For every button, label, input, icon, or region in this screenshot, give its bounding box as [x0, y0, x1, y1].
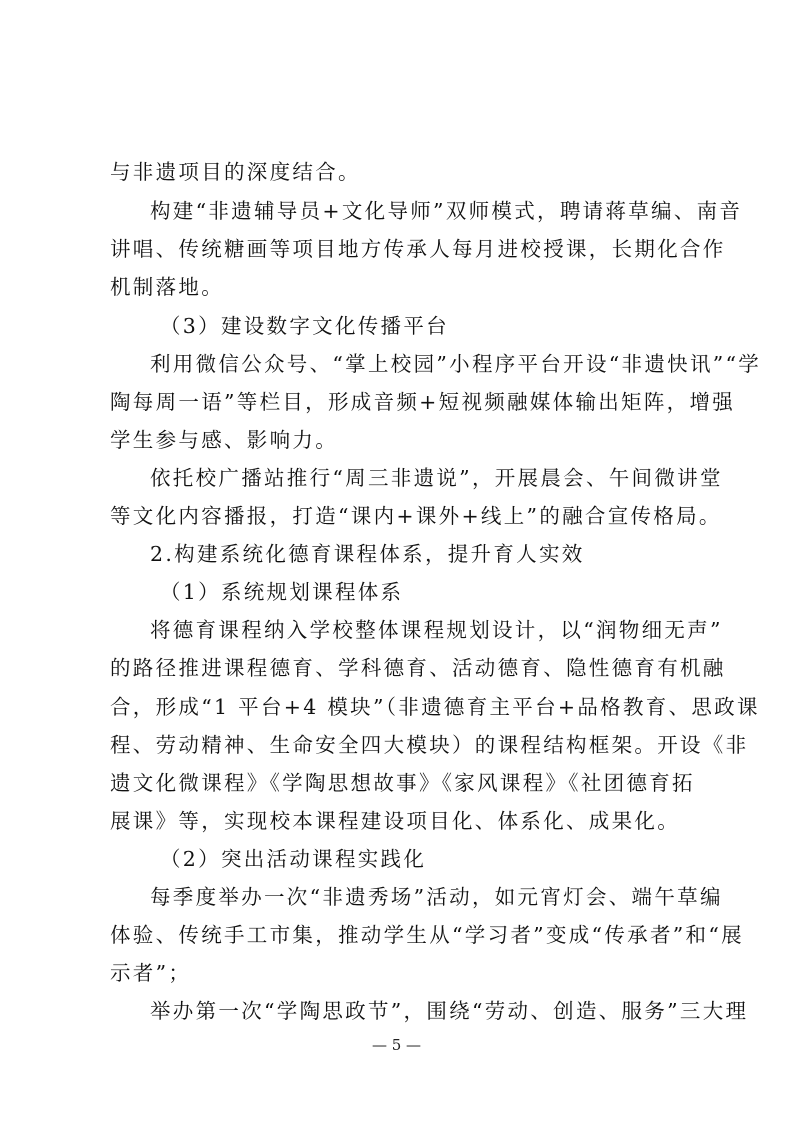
paragraph-line: 合，形成“1 平台+4 模块”（非遗德育主平台+品格教育、思政课: [110, 695, 760, 719]
paragraph-line: 的路径推进课程德育、学科德育、活动德育、隐性德育有机融: [110, 656, 726, 680]
paragraph-line: 体验、传统手工市集，推动学生从“学习者”变成“传承者”和“展: [110, 923, 744, 947]
paragraph-line: 依托校广播站推行“周三非遗说”，开展晨会、午间微讲堂: [150, 466, 723, 490]
paragraph-line: 陶每周一语”等栏目，形成音频+短视频融媒体输出矩阵，增强: [110, 390, 736, 414]
section-heading: （1）系统规划课程体系: [160, 580, 404, 604]
paragraph-line: 学生参与感、影响力。: [110, 428, 338, 452]
paragraph-line: 举办第一次“学陶思政节”，围绕“劳动、创造、服务”三大理: [150, 999, 749, 1023]
section-heading: （2）突出活动课程实践化: [160, 847, 427, 871]
paragraph-line: 每季度举办一次“非遗秀场”活动，如元宵灯会、端午草编: [150, 885, 723, 909]
section-heading: 2.构建系统化德育课程体系，提升育人实效: [150, 542, 585, 566]
paragraph-line: 将德育课程纳入学校整体课程规划设计，以“润物细无声”: [150, 618, 723, 642]
paragraph-line: 与非遗项目的深度结合。: [110, 160, 361, 184]
paragraph-line: 机制落地。: [110, 275, 224, 299]
page-number: — 5 —: [371, 1036, 422, 1054]
paragraph-line: 程、劳动精神、生命安全四大模块）的课程结构框架。开设《非: [110, 733, 749, 757]
paragraph-line: 示者”；: [110, 961, 192, 985]
paragraph-line: 构建“非遗辅导员+文化导师”双师模式，聘请蒋草编、南音: [150, 199, 743, 223]
paragraph-line: 遗文化微课程》《学陶思想故事》《家风课程》《社团德育拓: [110, 771, 695, 795]
paragraph-line: 等文化内容播报，打造“课内+课外+线上”的融合宣传格局。: [110, 504, 722, 528]
paragraph-line: 展课》等，实现校本课程建设项目化、体系化、成果化。: [110, 809, 680, 833]
paragraph-line: 讲唱、传统糖画等项目地方传承人每月进校授课，长期化合作: [110, 237, 726, 261]
section-heading: （3）建设数字文化传播平台: [160, 314, 449, 338]
paragraph-line: 利用微信公众号、“掌上校园”小程序平台开设“非遗快讯”“学: [150, 352, 762, 376]
